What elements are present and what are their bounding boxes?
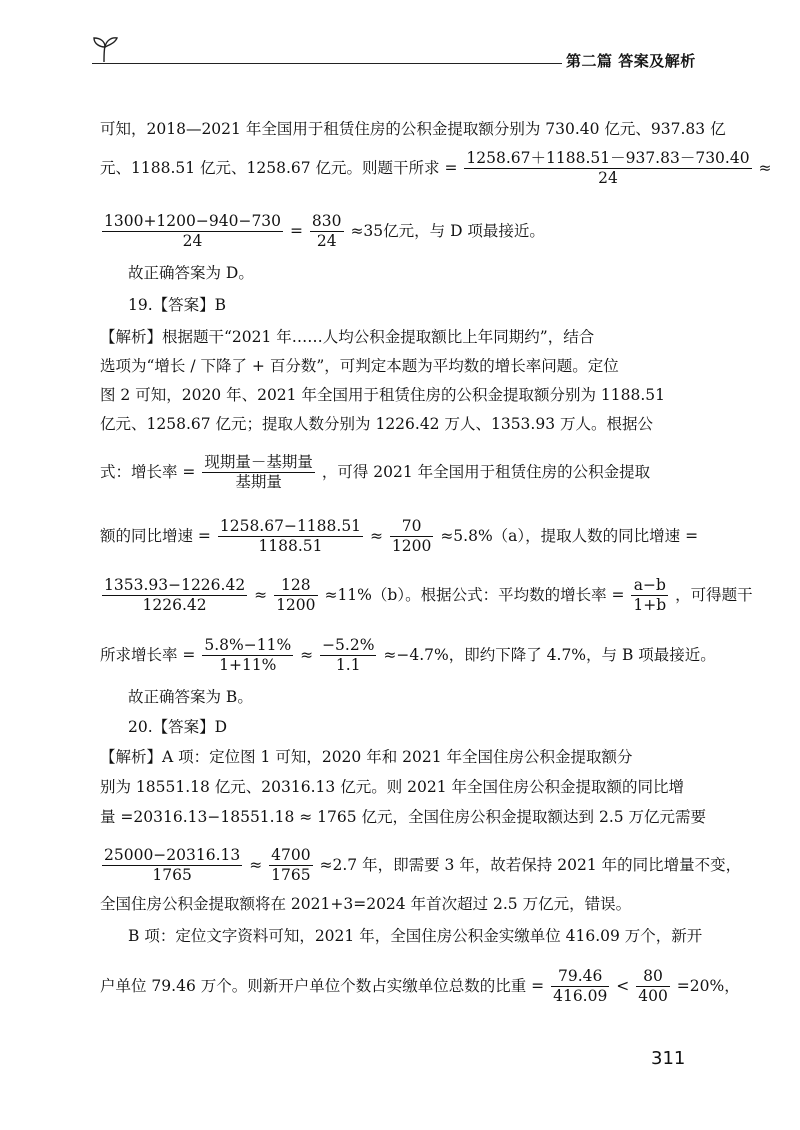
text-line-11: $\frac{1353.93-1226.42}{1226.42}$ ≈ $\frac{128}{1200}$ ≈11%（b）。根据公式：平均数的增长率 = $\frac{a-b}{1+b}$ ，可得题干	[104, 576, 753, 615]
answer-line: 故正确答案为 B。	[128, 688, 253, 706]
text-line-15: 别为 18551.18 亿元、20316.13 亿元。则 2021 年全国住房公积金提取额的同比增	[100, 778, 684, 796]
text-line-8: 亿元、1258.67 亿元；提取人数分别为 1226.42 万人、1353.93 万人。根据公	[100, 415, 653, 433]
fraction: $\frac{a-b}{1+b}$	[633, 576, 667, 615]
text-line-20: 户单位 79.46 万个。则新开户单位个数占实缴单位总数的比重 = $\frac{79.46}{416.09}$ < $\frac{80}{400}$ =20%，	[100, 967, 740, 1006]
text-line-5: 【解析】根据题干“2021 年……人均公积金提取额比上年同期约”，结合	[100, 328, 595, 346]
text-line-18: 全国住房公积金提取额将在 2021+3=2024 年首次超过 2.5 万亿元，错误。	[100, 895, 632, 913]
fraction: $\frac{128}{1200}$	[276, 576, 316, 615]
fraction: $\frac{1258.67+1188.51-937.83-730.40}{24}$	[466, 149, 750, 188]
text-line-17: $\frac{25000-20316.13}{1765}$ ≈ $\frac{4700}{1765}$ ≈2.7 年，即需要 3 年，故若保持 2021 年的同比增量不变，	[104, 846, 742, 885]
text-line-14: 【解析】A 项：定位图 1 可知，2020 年和 2021 年全国住房公积金提取额分	[100, 748, 633, 766]
text-line-3: $\frac{1300+1200-940-730}{24}$ = $\frac{830}{24}$ ≈35亿元，与 D 项最接近。	[104, 212, 545, 251]
fraction: $\frac{1258.67-1188.51}{1188.51}$	[219, 517, 362, 556]
answer-line: 故正确答案为 D。	[128, 264, 254, 282]
fraction: $\frac{25000-20316.13}{1765}$	[104, 846, 241, 885]
text-line-16: 量 =20316.13−18551.18 ≈ 1765 亿元，全国住房公积金提取额达到 2.5 万亿元需要	[100, 808, 707, 826]
text-line-2: 元、1188.51 亿元、1258.67 亿元。则题干所求 = $\frac{1258.67+1188.51-937.83-730.40}{24}$ ≈	[100, 149, 772, 188]
fraction: $\frac{79.46}{416.09}$	[553, 967, 608, 1006]
fraction: $\frac{70}{1200}$	[391, 517, 432, 556]
running-header	[566, 50, 696, 71]
sprout-icon	[90, 34, 120, 64]
text-line-9: 式：增长率 = $\frac{\text{现期量－基期量}}{\text{基期量}}$ ，可得 2021 年全国用于租赁住房的公积金提取	[100, 453, 651, 492]
fraction: $\frac{\text{现期量－基期量}}{\text{基期量}}$	[204, 453, 313, 492]
fraction: $\frac{1300+1200-940-730}{24}$	[104, 212, 282, 251]
question-20-answer: 20.【答案】D	[128, 718, 228, 736]
text-line-6: 选项为“增长 / 下降了 + 百分数”，可判定本题为平均数的增长率问题。定位	[100, 357, 619, 375]
text-line-19: B 项：定位文字资料可知，2021 年，全国住房公积金实缴单位 416.09 万个，新开	[128, 927, 703, 945]
text-line-12: 所求增长率 = $\frac{5.8\%-11\%}{1+11\%}$ ≈ $\frac{-5.2\%}{1.1}$ ≈−4.7%，即约下降了 4.7%，与 B 项最接近。	[100, 636, 716, 675]
header-rule	[92, 63, 562, 64]
fraction: $\frac{-5.2\%}{1.1}$	[322, 636, 375, 675]
text-line-10: 额的同比增速 = $\frac{1258.67-1188.51}{1188.51}$ ≈ $\frac{70}{1200}$ ≈5.8%（a），提取人数的同比增速 =	[100, 517, 699, 556]
text-line-1: 可知，2018—2021 年全国用于租赁住房的公积金提取额分别为 730.40 亿元、937.83 亿	[100, 120, 726, 138]
fraction: $\frac{4700}{1765}$	[271, 846, 311, 885]
fraction: $\frac{1353.93-1226.42}{1226.42}$	[104, 576, 246, 615]
question-19-answer: 19.【答案】B	[128, 296, 227, 314]
header-section: 第二篇	[566, 52, 613, 70]
page-number: 311	[651, 1048, 686, 1069]
fraction: $\frac{830}{24}$	[311, 212, 342, 251]
header-title-text: 答案及解析	[618, 52, 696, 70]
text-line-7: 图 2 可知，2020 年、2021 年全国用于租赁住房的公积金提取额分别为 1188.51	[100, 386, 665, 404]
fraction: $\frac{80}{400}$	[638, 967, 668, 1006]
fraction: $\frac{5.8\%-11\%}{1+11\%}$	[204, 636, 292, 675]
